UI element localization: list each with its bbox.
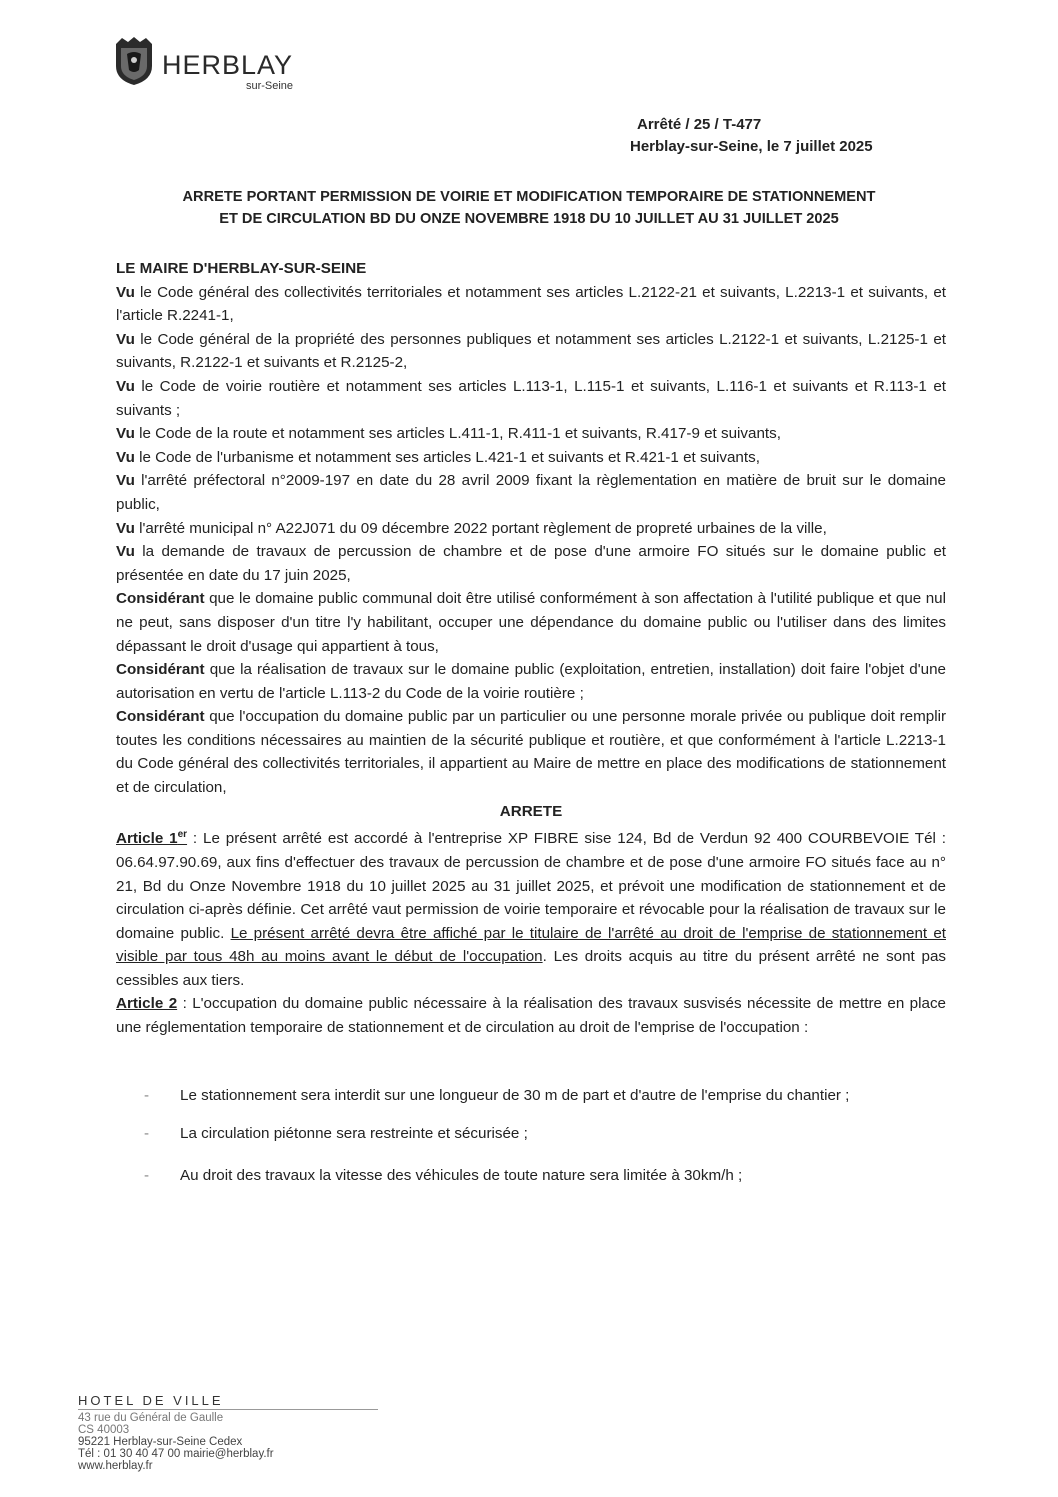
dash-bullet-icon: - <box>144 1166 150 1184</box>
place-date: Herblay-sur-Seine, le 7 juillet 2025 <box>630 138 873 155</box>
article-1 <box>116 823 946 992</box>
footer-cs: CS 40003 <box>78 1424 130 1436</box>
footer-contact: Tél : 01 30 40 47 00 mairie@herblay.fr <box>78 1448 274 1460</box>
document-title <box>116 186 942 230</box>
article-1-display-notice: Le présent arrêté devra être affiché par le titulaire de l'arrêté au droit de l'emprise de stationnement et visible par tous 48h au moins avant le début de l'occupation <box>116 924 946 966</box>
city-logo <box>112 36 293 92</box>
consideration-item: Vu l'arrêté préfectoral n°2009-197 en date du 28 avril 2009 fixant la règlementation en matière de bruit sur le domaine public, <box>116 472 946 513</box>
arrete-heading: ARRETE <box>499 802 563 820</box>
article-2-label: Article 2 <box>116 995 178 1013</box>
document-body <box>116 257 946 1194</box>
considerations-list <box>116 281 946 800</box>
article-2 <box>116 992 946 1039</box>
mayor-heading: LE MAIRE D'HERBLAY-SUR-SEINE <box>116 260 367 277</box>
consideration-item: Considérant que la réalisation de travaux sur le domaine public (exploitation, entretien, installation) doit faire l'objet d'une autorisation en vertu de l'article L.113-2 du Code de la voirie routière ; <box>116 661 946 702</box>
logo-name: HERBLAY <box>162 50 294 80</box>
footer-address <box>78 1395 378 1472</box>
city-crest-icon <box>112 36 156 86</box>
consideration-item: Considérant que le domaine public communal doit être utilisé conformément à son affectation à l'utilité publique et que nul ne peut, sans disposer d'un titre l'y habilitant, occuper une dépendance du domaine public ou l'utiliser dans des limites dépassant le droit d'usage qui appartient à tous, <box>116 590 946 655</box>
consideration-item: Vu l'arrêté municipal n° A22J071 du 09 décembre 2022 portant règlement de propreté urbaines de la ville, <box>116 519 827 537</box>
article-1-label: Article 1er <box>116 829 188 848</box>
measures-list <box>116 1078 946 1194</box>
consideration-item: Vu la demande de travaux de percussion de chambre et de pose d'une armoire FO situés sur le domaine public et présentée en date du 17 juin 2025, <box>116 543 946 584</box>
article-1-text: : Le présent arrêté est accordé à l'entreprise XP FIBRE sise 124, Bd de Verdun 92 400 COURBEVOIE Tél : 06.64.97.90.69, aux fins d'effectuer des travaux de percussion de chambre et de pose d'une armoire FO situés face au n° 21, Bd du Onze Novembre 1918 du 10 juillet 2025 au 31 juillet 2025, et prévoit une modification de stationnement et de circulation ci-après définie. Cet arrêté vaut permission de voirie temporaire et révocable pour la réalisation de travaux sur le domaine public. <box>116 830 946 942</box>
article-2-text: : L'occupation du domaine public nécessaire à la réalisation des travaux susvisés nécessite de mettre en place une réglementation temporaire de stationnement et de circulation au droit de l'emprise de l'occupation : <box>116 995 946 1037</box>
footer-web: www.herblay.fr <box>78 1460 153 1472</box>
decree-number: Arrêté / 25 / T-477 <box>637 116 762 133</box>
consideration-item: Vu le Code général de la propriété des personnes publiques et notamment ses articles L.2122-1 et suivants, L.2125-1 et suivants, R.2122-1 et suivants et R.2125-2, <box>116 330 946 372</box>
reference-block <box>630 114 873 158</box>
footer-hotel: HOTEL DE VILLE <box>78 1395 378 1410</box>
dash-bullet-icon: - <box>144 1124 150 1142</box>
list-item: - La circulation piétonne sera restreinte et sécurisée ; <box>116 1116 946 1152</box>
footer-city: 95221 Herblay-sur-Seine Cedex <box>78 1436 243 1448</box>
consideration-item: Vu le Code de l'urbanisme et notamment ses articles L.421-1 et suivants et R.421-1 et suivants, <box>116 448 760 466</box>
dash-bullet-icon: - <box>144 1086 150 1104</box>
footer-street: 43 rue du Général de Gaulle <box>78 1412 224 1424</box>
consideration-item: Vu le Code général des collectivités territoriales et notamment ses articles L.2122-21 et suivants, L.2213-1 et suivants, et l'article R.2241-1, <box>116 283 946 325</box>
list-item: - Au droit des travaux la vitesse des véhicules de toute nature sera limitée à 30km/h ; <box>116 1158 946 1194</box>
title-line-1: ARRETE PORTANT PERMISSION DE VOIRIE ET MODIFICATION TEMPORAIRE DE STATIONNEMENT <box>182 189 876 205</box>
consideration-item: Vu le Code de la route et notamment ses articles L.411-1, R.411-1 et suivants, R.417-9 et suivants, <box>116 425 781 443</box>
list-item: - Le stationnement sera interdit sur une longueur de 30 m de part et d'autre de l'emprise du chantier ; <box>116 1078 946 1114</box>
consideration-item: Considérant que l'occupation du domaine public par un particulier ou une personne morale privée ou publique doit remplir toutes les conditions nécessaires au maintien de la sécurité publique et routière, et que conformément à l'article L.2213-1 du Code général des collectivités territoriales, il appartient au Maire de mettre en place des modifications de stationnement et de circulation, <box>116 708 946 797</box>
title-line-2: ET DE CIRCULATION BD DU ONZE NOVEMBRE 1918 DU 10 JUILLET AU 31 JUILLET 2025 <box>219 211 839 227</box>
logo-subtitle: sur-Seine <box>245 80 294 92</box>
consideration-item: Vu le Code de voirie routière et notamment ses articles L.113-1, L.115-1 et suivants, L.116-1 et suivants et R.113-1 et suivants ; <box>116 377 946 419</box>
article-1-tail: . Les droits acquis au titre du présent arrêté ne sont pas cessibles aux tiers. <box>116 948 946 989</box>
